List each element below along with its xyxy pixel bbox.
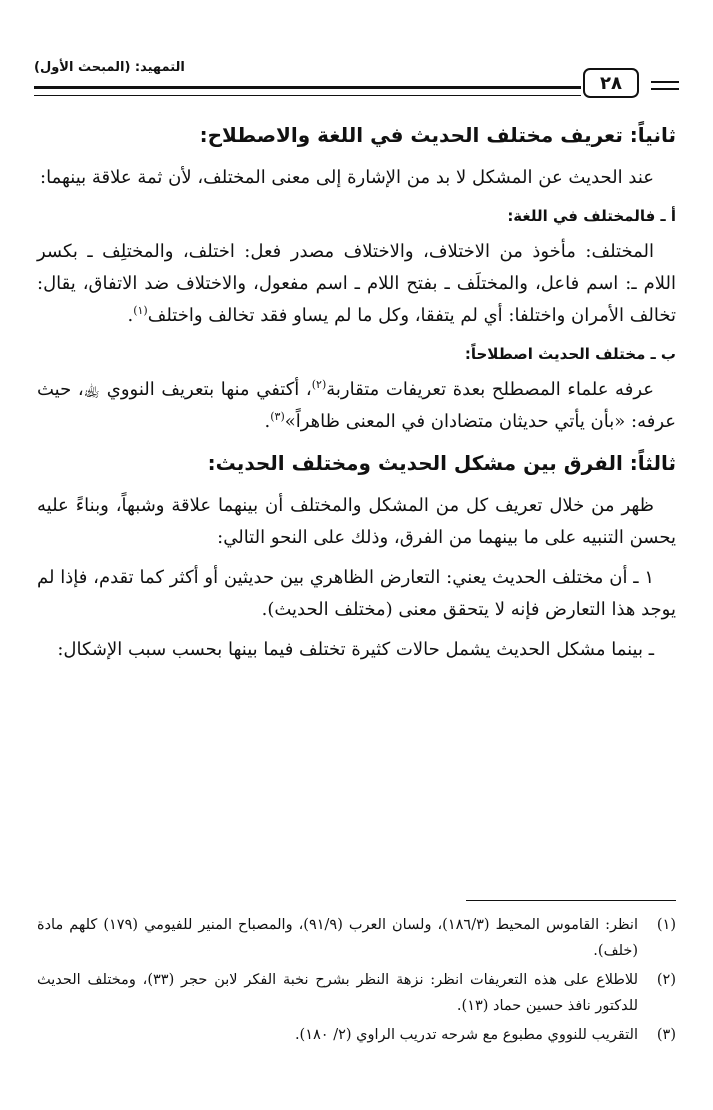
running-title: التمهيد: (المبحث الأول): [34, 60, 185, 75]
period: .: [264, 411, 271, 432]
footnote-ref-2[interactable]: (٢): [311, 378, 327, 391]
subheading-linguistic: أ ـ فالمختلف في اللغة:: [507, 207, 676, 225]
footnote-text: التقريب للنووي مطبوع مع شرحه تدريب الراوي (٢/ ١٨٠).: [294, 1027, 638, 1043]
footnote-text: انظر: القاموس المحيط (١٨٦/٣)، ولسان العرب (٩١/٩)، والمصباح المنير للفيومي (١٧٩) كلهم مادة (خلف).: [37, 917, 638, 959]
linguistic-text: المختلف: مأخوذ من الاختلاف، والاختلاف مصدر فعل: اختلف، والمختلِف ـ بكسر اللام ـ: اسم فاعل، والمختلَف ـ بفتح اللام ـ اسم مفعول، والاختلاف ضد الاتفاق، يقال: تخالف الأمران واختلفا: أي لم يتفقا، وكل ما لم يساو فقد تخالف واختلف: [37, 241, 676, 326]
page-body: [37, 112, 676, 674]
section-heading-definition: ثانياً: تعريف مختلف الحديث في اللغة والاصطلاح:: [199, 123, 676, 147]
linguistic-paragraph: [37, 236, 676, 332]
header-rule: [34, 86, 581, 96]
footnote-ref-1[interactable]: (١): [133, 304, 148, 317]
footnote-3: [37, 1022, 676, 1048]
page-number: ٢٨: [583, 68, 639, 98]
footnote-1: [37, 912, 676, 964]
period: .: [127, 305, 134, 326]
difference-point-2: ـ بينما مشكل الحديث يشمل حالات كثيرة تختلف فيما بينها بحسب سبب الإشكال:: [57, 639, 654, 660]
technical-text-1: عرفه علماء المصطلح بعدة تعريفات متقاربة: [326, 379, 654, 400]
intro-paragraph: عند الحديث عن المشكل لا بد من الإشارة إلى معنى المختلف، لأن ثمة علاقة بينهما:: [40, 167, 654, 188]
footnote-2: [37, 967, 676, 1019]
footnotes: [37, 912, 676, 1051]
header-double-dash: [651, 81, 679, 90]
technical-text-2: ، أكتفي منها بتعريف النووي ﵀، حيث عرفه: «بأن يأتي حديثان متضادان في المعنى ظاهراً»: [37, 379, 676, 432]
difference-point-1: ١ ـ أن مختلف الحديث يعني: التعارض الظاهري بين حديثين أو أكثر كما تقدم، فإذا لم يوجد هذا التعارض فإنه لا يتحقق معنى (مختلف الحديث).: [37, 567, 676, 620]
footnote-ref-3[interactable]: (٣): [270, 410, 285, 423]
subheading-technical: ب ـ مختلف الحديث اصطلاحاً:: [464, 345, 676, 363]
footnote-number: (٣): [656, 1027, 676, 1043]
running-header: [34, 62, 679, 102]
section-heading-difference: ثالثاً: الفرق بين مشكل الحديث ومختلف الحديث:: [207, 451, 676, 475]
technical-paragraph: [37, 374, 676, 438]
footnote-number: (٢): [656, 972, 676, 988]
footnote-number: (١): [656, 917, 676, 933]
footnote-separator: [466, 900, 676, 901]
footnote-text: للاطلاع على هذه التعريفات انظر: نزهة النظر بشرح نخبة الفكر لابن حجر (٣٣)، ومختلف الحديث للدكتور نافذ حسين حماد (١٣).: [37, 972, 639, 1014]
difference-intro: ظهر من خلال تعريف كل من المشكل والمختلف أن بينهما علاقة وشبهاً، وبناءً عليه يحسن التنبيه على ما بينهما من الفرق، وذلك على النحو التالي:: [37, 495, 676, 548]
